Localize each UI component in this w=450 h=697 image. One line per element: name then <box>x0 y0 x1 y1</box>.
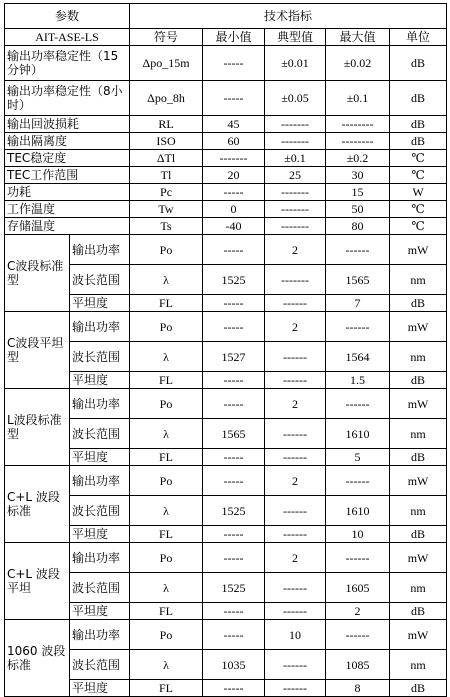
param-unit: ℃ <box>390 218 447 235</box>
model-label: AIT-ASE-LS <box>5 29 130 46</box>
group-param-typ: ------ <box>265 526 326 543</box>
group-param-symbol: FL <box>130 526 203 543</box>
param-symbol: Δpo_15m <box>130 46 203 81</box>
param-max: 80 <box>326 218 390 235</box>
group-param-max: 7 <box>326 295 390 312</box>
group-param-min: ----- <box>203 312 265 342</box>
group-param-symbol: FL <box>130 680 203 697</box>
param-row <box>5 218 447 235</box>
group-name: C+L 波段平坦 <box>5 543 70 620</box>
symbol-header: 符号 <box>130 29 203 46</box>
group-param-typ: ------ <box>265 496 326 526</box>
group-row <box>5 496 447 526</box>
group-param-unit: nm <box>390 496 447 526</box>
group-param-typ: ------ <box>265 342 326 372</box>
group-param-typ: ------ <box>265 680 326 697</box>
group-param-min: ----- <box>203 235 265 265</box>
group-param-typ: ------ <box>265 372 326 389</box>
group-param-name: 波长范围 <box>70 419 130 449</box>
group-param-symbol: FL <box>130 603 203 620</box>
group-param-symbol: Po <box>130 389 203 419</box>
param-unit: dB <box>390 46 447 81</box>
param-min: 0 <box>203 201 265 218</box>
param-symbol: RL <box>130 116 203 133</box>
group-row <box>5 312 447 342</box>
group-param-symbol: Po <box>130 466 203 496</box>
group-param-unit: mW <box>390 389 447 419</box>
group-param-unit: mW <box>390 620 447 650</box>
group-param-unit: nm <box>390 573 447 603</box>
group-param-max: ------ <box>326 620 390 650</box>
group-param-symbol: FL <box>130 372 203 389</box>
group-param-min: 1525 <box>203 265 265 295</box>
param-symbol: Tl <box>130 167 203 184</box>
min-header: 最小值 <box>203 29 265 46</box>
group-rows <box>5 235 447 697</box>
group-row <box>5 372 447 389</box>
group-param-symbol: λ <box>130 419 203 449</box>
group-param-max: 1610 <box>326 496 390 526</box>
group-param-max: 1565 <box>326 265 390 295</box>
param-row <box>5 150 447 167</box>
group-param-symbol: Po <box>130 235 203 265</box>
group-param-symbol: Po <box>130 543 203 573</box>
param-min: ----- <box>203 46 265 81</box>
group-param-unit: dB <box>390 295 447 312</box>
group-param-min: ----- <box>203 620 265 650</box>
group-param-typ: 2 <box>265 312 326 342</box>
param-name: 输出隔离度 <box>5 133 130 150</box>
group-row <box>5 449 447 466</box>
group-param-unit: dB <box>390 680 447 697</box>
param-symbol: Tw <box>130 201 203 218</box>
param-symbol: Δpo_8h <box>130 81 203 116</box>
group-param-min: ----- <box>203 526 265 543</box>
group-param-typ: 2 <box>265 235 326 265</box>
param-name: TEC工作范围 <box>5 167 130 184</box>
group-param-symbol: Po <box>130 312 203 342</box>
group-param-name: 平坦度 <box>70 603 130 620</box>
group-param-name: 输出功率 <box>70 466 130 496</box>
param-row <box>5 184 447 201</box>
param-name: TEC稳定度 <box>5 150 130 167</box>
param-unit: dB <box>390 116 447 133</box>
group-param-max: ------ <box>326 389 390 419</box>
group-param-typ: ------ <box>265 449 326 466</box>
general-rows <box>5 46 447 235</box>
param-min: -40 <box>203 218 265 235</box>
group-param-name: 波长范围 <box>70 265 130 295</box>
param-unit: ℃ <box>390 167 447 184</box>
group-param-name: 输出功率 <box>70 235 130 265</box>
param-max: -------- <box>326 116 390 133</box>
param-symbol: Ts <box>130 218 203 235</box>
group-param-name: 波长范围 <box>70 650 130 680</box>
group-param-unit: mW <box>390 466 447 496</box>
group-param-max: 1605 <box>326 573 390 603</box>
group-row <box>5 419 447 449</box>
param-name: 工作温度 <box>5 201 130 218</box>
group-name: L波段标准型 <box>5 389 70 466</box>
param-min: ------- <box>203 150 265 167</box>
group-param-name: 平坦度 <box>70 526 130 543</box>
group-param-typ: 2 <box>265 389 326 419</box>
group-param-symbol: λ <box>130 573 203 603</box>
group-param-typ: ------ <box>265 295 326 312</box>
subheader-row <box>5 29 447 46</box>
param-symbol: ISO <box>130 133 203 150</box>
group-param-typ: 10 <box>265 620 326 650</box>
group-param-min: ----- <box>203 466 265 496</box>
group-param-min: 1525 <box>203 496 265 526</box>
group-row <box>5 389 447 419</box>
group-param-min: 1035 <box>203 650 265 680</box>
group-param-unit: mW <box>390 312 447 342</box>
param-typ: ------- <box>265 201 326 218</box>
group-param-typ: ------ <box>265 419 326 449</box>
group-row <box>5 680 447 697</box>
group-row <box>5 265 447 295</box>
group-name: C波段标准型 <box>5 235 70 312</box>
group-param-max: ------ <box>326 543 390 573</box>
group-name: 1060 波段标准 <box>5 620 70 697</box>
group-param-typ: ------ <box>265 603 326 620</box>
group-param-max: ------ <box>326 235 390 265</box>
group-row <box>5 573 447 603</box>
group-param-symbol: λ <box>130 496 203 526</box>
param-name: 输出回波损耗 <box>5 116 130 133</box>
group-param-name: 平坦度 <box>70 449 130 466</box>
group-param-max: 1085 <box>326 650 390 680</box>
group-param-max: 2 <box>326 603 390 620</box>
group-name: C波段平坦型 <box>5 312 70 389</box>
group-row <box>5 603 447 620</box>
group-param-min: ----- <box>203 680 265 697</box>
group-param-unit: nm <box>390 419 447 449</box>
param-row <box>5 167 447 184</box>
header-row <box>5 4 447 29</box>
group-param-min: ----- <box>203 603 265 620</box>
group-param-min: ----- <box>203 449 265 466</box>
max-header: 最大值 <box>326 29 390 46</box>
group-param-max: 1.5 <box>326 372 390 389</box>
group-param-unit: dB <box>390 372 447 389</box>
group-param-unit: dB <box>390 449 447 466</box>
group-param-max: ------ <box>326 466 390 496</box>
param-max: ±0.1 <box>326 81 390 116</box>
group-param-min: ----- <box>203 389 265 419</box>
group-param-symbol: Po <box>130 620 203 650</box>
group-param-max: 1564 <box>326 342 390 372</box>
group-param-name: 输出功率 <box>70 620 130 650</box>
group-param-typ: 2 <box>265 543 326 573</box>
param-row <box>5 133 447 150</box>
group-row <box>5 342 447 372</box>
group-param-unit: mW <box>390 235 447 265</box>
param-row <box>5 81 447 116</box>
typ-header: 典型值 <box>265 29 326 46</box>
group-param-unit: dB <box>390 526 447 543</box>
param-max: ±0.02 <box>326 46 390 81</box>
param-symbol: ΔTl <box>130 150 203 167</box>
param-symbol: Pc <box>130 184 203 201</box>
param-typ: ------- <box>265 184 326 201</box>
param-typ: 25 <box>265 167 326 184</box>
param-min: 60 <box>203 133 265 150</box>
group-row <box>5 543 447 573</box>
param-typ: ------- <box>265 116 326 133</box>
spec-table <box>4 3 447 697</box>
group-param-symbol: FL <box>130 295 203 312</box>
group-param-typ: ------- <box>265 265 326 295</box>
group-param-name: 输出功率 <box>70 312 130 342</box>
unit-header: 单位 <box>390 29 447 46</box>
group-param-unit: nm <box>390 342 447 372</box>
group-param-typ: 2 <box>265 466 326 496</box>
param-max: 30 <box>326 167 390 184</box>
param-row <box>5 46 447 81</box>
group-param-min: 1525 <box>203 573 265 603</box>
param-row <box>5 116 447 133</box>
param-name: 存储温度 <box>5 218 130 235</box>
group-param-min: ----- <box>203 295 265 312</box>
group-param-typ: ------ <box>265 573 326 603</box>
group-row <box>5 620 447 650</box>
param-name: 功耗 <box>5 184 130 201</box>
group-param-symbol: λ <box>130 342 203 372</box>
group-param-max: 8 <box>326 680 390 697</box>
group-param-unit: nm <box>390 650 447 680</box>
group-param-min: 1527 <box>203 342 265 372</box>
group-row <box>5 295 447 312</box>
group-name: C+L 波段标准 <box>5 466 70 543</box>
param-max: -------- <box>326 133 390 150</box>
group-param-max: 10 <box>326 526 390 543</box>
group-param-unit: dB <box>390 603 447 620</box>
spec-header: 技术指标 <box>130 4 447 29</box>
group-param-max: 1610 <box>326 419 390 449</box>
group-param-name: 输出功率 <box>70 543 130 573</box>
group-param-name: 输出功率 <box>70 389 130 419</box>
param-header: 参数 <box>5 4 130 29</box>
param-typ: ±0.05 <box>265 81 326 116</box>
group-param-max: 5 <box>326 449 390 466</box>
group-param-name: 波长范围 <box>70 342 130 372</box>
group-row <box>5 650 447 680</box>
param-typ: ------- <box>265 133 326 150</box>
param-typ: ±0.1 <box>265 150 326 167</box>
param-max: ±0.2 <box>326 150 390 167</box>
param-max: 50 <box>326 201 390 218</box>
group-param-name: 波长范围 <box>70 573 130 603</box>
group-param-name: 波长范围 <box>70 496 130 526</box>
group-row <box>5 235 447 265</box>
group-param-max: ------ <box>326 312 390 342</box>
param-unit: ℃ <box>390 201 447 218</box>
param-min: 20 <box>203 167 265 184</box>
group-param-symbol: FL <box>130 449 203 466</box>
group-row <box>5 466 447 496</box>
param-min: ----- <box>203 81 265 116</box>
param-name: 输出功率稳定性（15分钟） <box>5 46 130 81</box>
group-param-typ: ------ <box>265 650 326 680</box>
group-param-symbol: λ <box>130 650 203 680</box>
group-param-name: 平坦度 <box>70 372 130 389</box>
group-param-min: ----- <box>203 543 265 573</box>
param-min: ----- <box>203 184 265 201</box>
param-row <box>5 201 447 218</box>
group-param-min: 1565 <box>203 419 265 449</box>
group-param-min: ----- <box>203 372 265 389</box>
param-unit: dB <box>390 81 447 116</box>
param-unit: ℃ <box>390 150 447 167</box>
param-min: 45 <box>203 116 265 133</box>
param-unit: W <box>390 184 447 201</box>
group-param-unit: mW <box>390 543 447 573</box>
group-param-unit: nm <box>390 265 447 295</box>
param-max: 15 <box>326 184 390 201</box>
group-row <box>5 526 447 543</box>
group-param-symbol: λ <box>130 265 203 295</box>
param-name: 输出功率稳定性（8小时） <box>5 81 130 116</box>
param-typ: ------- <box>265 218 326 235</box>
group-param-name: 平坦度 <box>70 295 130 312</box>
param-unit: dB <box>390 133 447 150</box>
param-typ: ±0.01 <box>265 46 326 81</box>
group-param-name: 平坦度 <box>70 680 130 697</box>
